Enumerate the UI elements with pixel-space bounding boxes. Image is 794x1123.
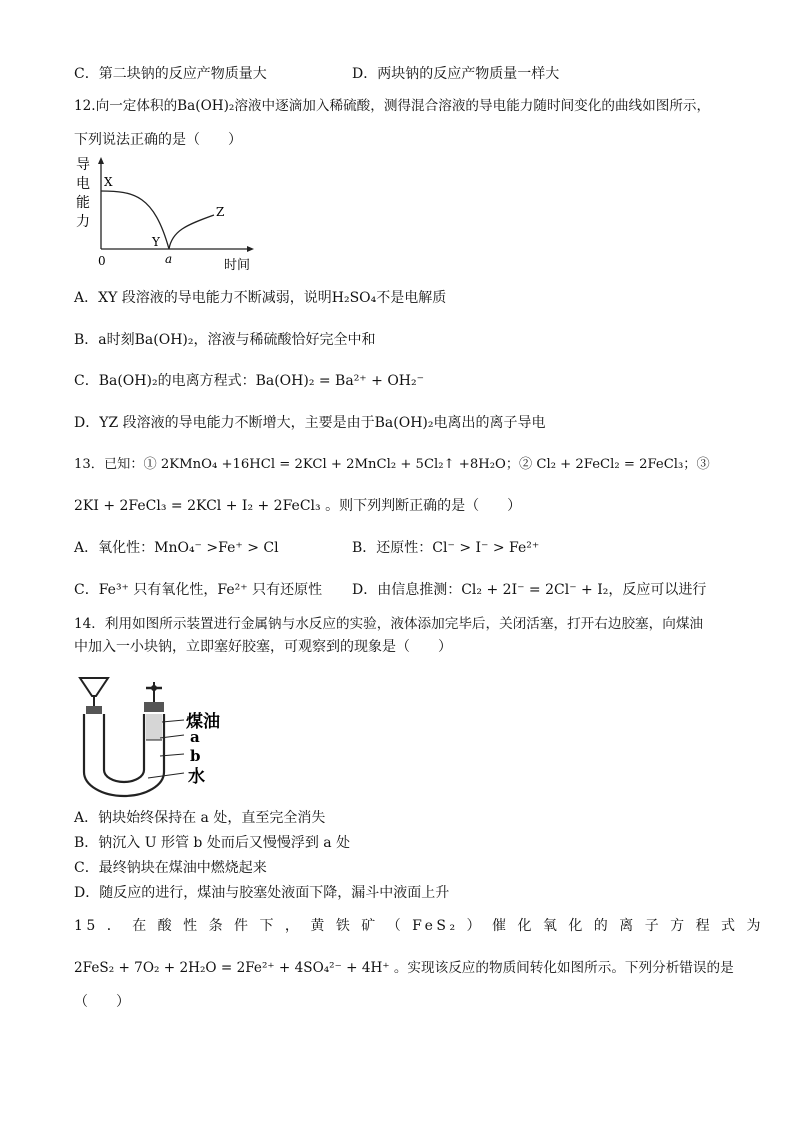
q14-option-b: B．钠沉入 U 形管 b 处而后又慢慢浮到 a 处 xyxy=(74,835,351,851)
conductivity-graph xyxy=(74,155,264,275)
q13-option-c: C．Fe³⁺ 只有氧化性，Fe²⁺ 只有还原性 xyxy=(74,582,323,598)
q14-stem-line1: 14．利用如图所示装置进行金属钠与水反应的实验，液体添加完毕后，关闭活塞，打开右边胶塞，向煤油 xyxy=(74,616,704,632)
tick-a-label: a xyxy=(165,252,173,266)
option-d-prev: D．两块钠的反应产物质量一样大 xyxy=(352,66,560,82)
kerosene-label: 煤油 xyxy=(186,712,220,732)
y-axis-arrow-icon xyxy=(98,157,104,164)
right-stopper xyxy=(144,702,164,712)
q13-stem-line2: 2KI + 2FeCl₃ = 2KCl + I₂ + 2FeCl₃ 。则下列判断正确的是（ ） xyxy=(74,498,522,514)
q14-option-a: A．钠块始终保持在 a 处，直至完全消失 xyxy=(74,810,326,826)
origin-label: 0 xyxy=(98,254,106,268)
point-y-label: Y xyxy=(152,235,160,249)
q14-stem-line2: 中加入一小块钠，立即塞好胶塞，可观察到的现象是（ ） xyxy=(74,639,452,655)
x-axis-label: 时间 xyxy=(224,258,251,273)
option-c-prev: C．第二块钠的反应产物质量大 xyxy=(74,66,267,82)
q13-option-a: A．氧化性：MnO₄⁻ >Fe⁺ > Cl xyxy=(74,540,279,556)
water-label: 水 xyxy=(188,767,205,787)
q12-option-b: B．a时刻Ba(OH)₂，溶液与稀硫酸恰好完全中和 xyxy=(74,332,376,348)
x-axis-arrow-icon xyxy=(247,246,254,252)
q14-option-c: C．最终钠块在煤油中燃烧起来 xyxy=(74,860,267,876)
curve-yz xyxy=(169,215,214,249)
q15-stem-line1: 15 ． 在 酸 性 条 件 下 ， 黄 铁 矿 （ FeS₂ ） 催 化 氧 化 的 离 子 方 程 式 为 xyxy=(74,918,765,934)
q15-stem-line3: （ ） xyxy=(74,994,130,1010)
q12-option-c: C．Ba(OH)₂的电离方程式：Ba(OH)₂ = Ba²⁺ + OH₂⁻ xyxy=(74,373,425,389)
q14-option-d: D．随反应的进行，煤油与胶塞处液面下降，漏斗中液面上升 xyxy=(74,885,450,901)
q13-option-d: D．由信息推测：Cl₂ + 2I⁻ = 2Cl⁻ + I₂，反应可以进行 xyxy=(352,582,707,598)
q12-stem-line2: 下列说法正确的是（ ） xyxy=(74,132,242,148)
ylabel-char-1: 导 xyxy=(76,157,90,173)
ylabel-char-2: 电 xyxy=(76,176,90,192)
q15-stem-line2: 2FeS₂ + 7O₂ + 2H₂O = 2Fe²⁺ + 4SO₄²⁻ + 4H⁺ 。实现该反应的物质间转化如图所示。下列分析错误的是 xyxy=(74,960,734,976)
left-stopper xyxy=(86,706,102,714)
q13-stem-line1: 13．已知：① 2KMnO₄ +16HCl = 2KCl + 2MnCl₂ + 5Cl₂↑ +8H₂O；② Cl₂ + 2FeCl₂ = 2FeCl₃；③ xyxy=(74,457,710,472)
ylabel-char-3: 能 xyxy=(76,195,90,211)
funnel-icon xyxy=(80,678,108,696)
q12-stem-line1: 12.向一定体积的Ba(OH)₂溶液中逐滴加入稀硫酸，测得混合溶液的导电能力随时间变化的曲线如图所示， xyxy=(74,98,711,114)
point-x-label: X xyxy=(104,175,113,189)
position-a-label: a xyxy=(190,728,200,746)
position-b-label: b xyxy=(190,747,201,765)
u-tube-apparatus xyxy=(74,672,254,802)
q13-option-b: B．还原性：Cl⁻ > I⁻ > Fe²⁺ xyxy=(352,540,540,556)
ylabel-char-4: 力 xyxy=(76,214,90,230)
point-z-label: Z xyxy=(216,205,225,219)
q12-option-d: D．YZ 段溶液的导电能力不断增大，主要是由于Ba(OH)₂电离出的离子导电 xyxy=(74,415,546,431)
q12-option-a: A．XY 段溶液的导电能力不断减弱，说明H₂SO₄不是电解质 xyxy=(74,290,447,306)
